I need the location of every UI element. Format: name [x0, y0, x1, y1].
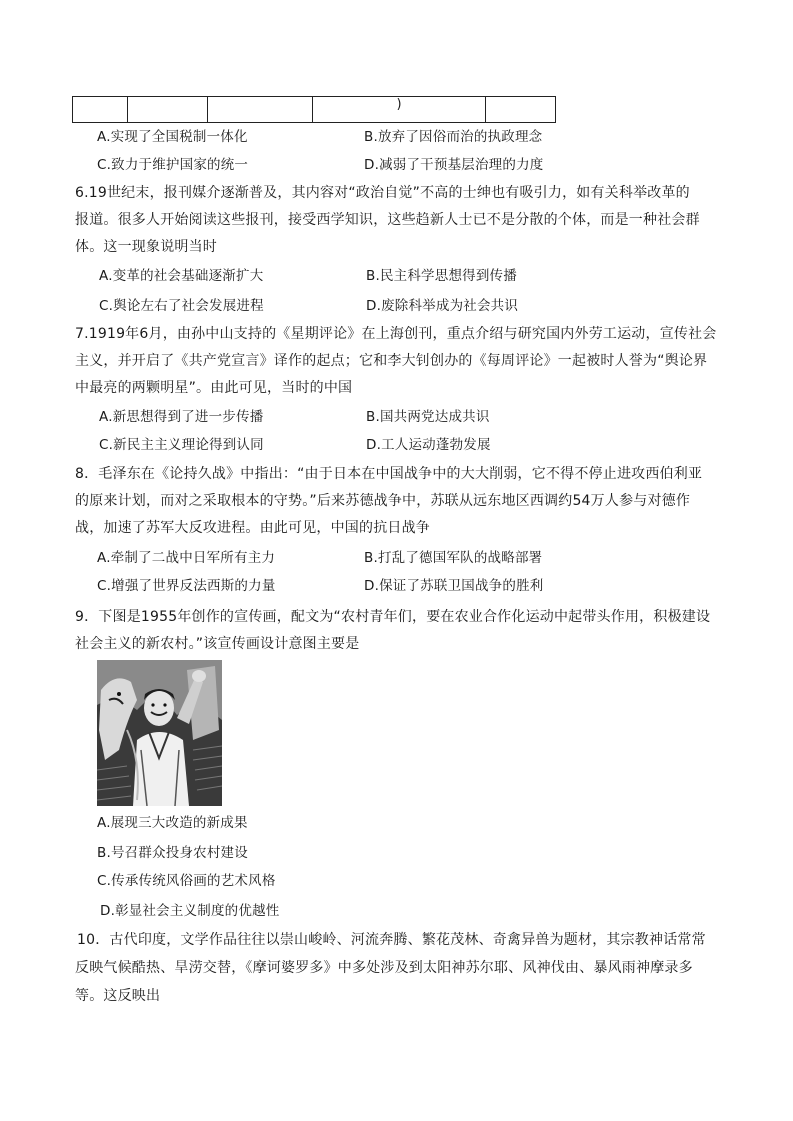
- table-cell: ): [313, 97, 486, 123]
- q9-option-d[interactable]: D.彰显社会主义制度的优越性: [100, 903, 280, 919]
- q6-stem-line-1: 6.19世纪末，报刊媒介逐渐普及，其内容对“政治自觉”不高的士绅也有吸引力，如有关科举改革的: [75, 185, 690, 201]
- q8-stem-line-1: 8．毛泽东在《论持久战》中指出：“由于日本在中国战争中的大大削弱，它不得不停止进攻西伯利亚: [75, 466, 703, 482]
- table-cell: [128, 97, 208, 123]
- q6-stem-line-2: 报道。很多人开始阅读这些报刊，接受西学知识，这些趋新人士已不是分散的个体，而是一种社会群: [75, 212, 700, 228]
- q10-stem-line-1: 10．古代印度，文学作品往往以崇山峻岭、河流奔腾、繁花茂林、奇禽异兽为题材，其宗教神话常常: [77, 932, 706, 948]
- q6-option-b[interactable]: B.民主科学思想得到传播: [366, 268, 517, 284]
- q5-option-b[interactable]: B.放弃了因俗而治的执政理念: [364, 129, 543, 145]
- q7-stem-line-1: 7.1919年6月，由孙中山支持的《星期评论》在上海创刊，重点介绍与研究国内外劳工运动，宣传社会: [75, 326, 717, 342]
- q6-option-a[interactable]: A.变革的社会基础逐渐扩大: [99, 268, 264, 284]
- q5-option-a[interactable]: A.实现了全国税制一体化: [97, 129, 248, 145]
- q6-stem-line-3: 体。这一现象说明当时: [75, 239, 217, 255]
- q9-option-b[interactable]: B.号召群众投身农村建设: [97, 845, 248, 861]
- q10-stem-line-3: 等。这反映出: [75, 988, 161, 1004]
- q9-stem-line-1: 9．下图是1955年创作的宣传画，配文为“农村青年们，要在农业合作化运动中起带头作用，积极建设: [75, 609, 711, 625]
- q10-stem-line-2: 反映气候酷热、旱涝交替，《摩诃婆罗多》中多处涉及到太阳神苏尔耶、风神伐由、暴风雨神摩录多: [75, 960, 693, 976]
- q8-option-c[interactable]: C.增强了世界反法西斯的力量: [97, 578, 276, 594]
- q7-stem-line-2: 主义，并开启了《共产党宣言》译作的起点；它和李大钊创办的《每周评论》一起被时人誉为“舆论界: [75, 353, 708, 369]
- q5-option-d[interactable]: D.减弱了干预基层治理的力度: [364, 157, 544, 173]
- q6-option-d[interactable]: D.废除科举成为社会共识: [366, 298, 519, 314]
- q8-stem-line-3: 战，加速了苏军大反攻进程。由此可见，中国的抗日战争: [75, 520, 430, 536]
- q7-option-d[interactable]: D.工人运动蓬勃发展: [366, 437, 491, 453]
- propaganda-poster-image: [97, 660, 222, 806]
- table-cell: [73, 97, 128, 123]
- q7-option-c[interactable]: C.新民主主义理论得到认同: [99, 437, 264, 453]
- q8-stem-line-2: 的原来计划，而对之采取根本的守势。”后来苏德战争中，苏联从远东地区西调约54万人参与对德作: [75, 493, 691, 509]
- q8-option-d[interactable]: D.保证了苏联卫国战争的胜利: [364, 578, 544, 594]
- table-cell: [208, 97, 313, 123]
- q7-stem-line-3: 中最亮的两颗明星”。由此可见，当时的中国: [75, 380, 353, 396]
- q9-option-c[interactable]: C.传承传统风俗画的艺术风格: [97, 873, 276, 889]
- q7-option-a[interactable]: A.新思想得到了进一步传播: [99, 409, 264, 425]
- table-cell: [486, 97, 556, 123]
- q8-option-a[interactable]: A.牵制了二战中日军所有主力: [97, 550, 276, 566]
- q9-option-a[interactable]: A.展现三大改造的新成果: [97, 815, 248, 831]
- q7-option-b[interactable]: B.国共两党达成共识: [366, 409, 490, 425]
- q9-stem-line-2: 社会主义的新农村。”该宣传画设计意图主要是: [75, 636, 360, 652]
- q6-option-c[interactable]: C.舆论左右了社会发展进程: [99, 298, 264, 314]
- q8-option-b[interactable]: B.打乱了德国军队的战略部署: [364, 550, 543, 566]
- answer-table: [72, 96, 556, 123]
- q5-option-c[interactable]: C.致力于维护国家的统一: [97, 157, 249, 173]
